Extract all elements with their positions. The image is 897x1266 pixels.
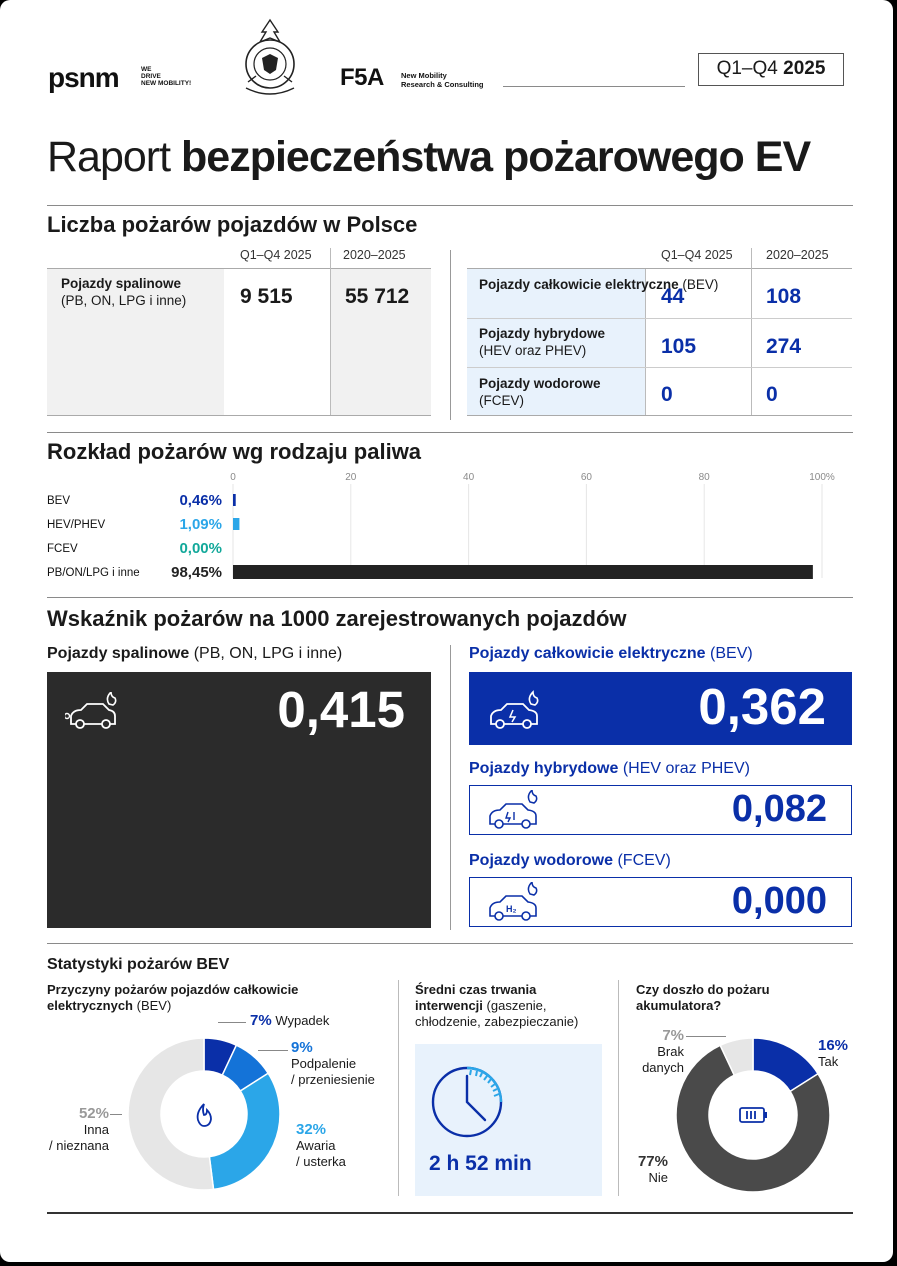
stats-vline-2 [618,980,619,1196]
bar [233,565,813,579]
category-label: HEV/PHEV [47,519,106,531]
data-label: 1,09% [179,516,222,533]
bev-indicator-label: Pojazdy całkowicie elektryczne (BEV) [469,645,753,662]
leader-line-wypadek [218,1022,246,1023]
col-header-total-right: 2020–2025 [766,248,829,262]
cause-label-awaria: 32% Awaria / usterka [296,1121,346,1169]
bar [233,494,236,506]
data-label: 0,00% [179,540,222,557]
col-header-total: 2020–2025 [343,248,406,262]
cause-label-podpalenie: 9% Podpalenie / przeniesienie [291,1039,375,1087]
fcev-indicator-value: 0,000 [731,880,827,922]
hydrogen-car-fire-icon [486,882,546,927]
ice-label: Pojazdy spalinowe (PB, ON, LPG i inne) [61,276,187,308]
period-box: Q1–Q4 2025 [698,53,844,86]
duration-title: Średni czas trwania interwencji (gaszenie, chłodzenie, zabezpieczanie) [415,982,579,1029]
cause-label-wypadek: 7% Wypadek [250,1012,330,1029]
fcev-indicator-box [469,877,852,927]
leader-line-inna [110,1114,122,1115]
data-label: 0,46% [179,492,222,509]
hybrid-indicator-box [469,785,852,835]
bev-indicator-box [469,672,852,745]
section-vline [450,250,451,420]
tick-label: 20 [345,472,357,483]
flame-icon [192,1102,216,1133]
distribution-chart [0,466,893,586]
row-line-1 [467,318,852,319]
psnm-tagline: WE DRIVE NEW MOBILITY! [141,66,192,87]
f5a-logo: F5A [340,64,384,91]
divider [47,597,853,598]
table-bottom-line-right [467,415,852,416]
bev-count-total: 108 [766,285,802,308]
f5a-tagline: New Mobility Research & Consulting [401,71,484,89]
duration-value: 2 h 52 min [429,1152,532,1175]
bev-count-q: 44 [661,285,685,308]
category-label: BEV [47,495,71,507]
hybrid-count-q: 105 [661,335,697,358]
table-bottom-line [47,415,431,416]
header-line [503,86,685,87]
divider [47,432,853,433]
ice-count-total: 55 712 [345,285,410,308]
car-fire-icon [65,692,121,737]
causes-title: Przyczyny pożarów pojazdów całkowicie elektrycznych (BEV) [47,982,299,1013]
ice-indicator-box [47,672,431,928]
bev-stats-heading: Statystyki pożarów BEV [47,956,230,973]
fcev-count-total: 0 [766,383,778,406]
duration-box [415,1044,602,1196]
tick-label: 60 [580,472,592,483]
table-vline-right-2 [751,248,752,415]
fcev-label: Pojazdy wodorowe (FCEV) [479,376,601,408]
fire-brigade-emblem [234,18,306,105]
category-label: PB/ON/LPG i inne [47,567,140,579]
ice-indicator-label: Pojazdy spalinowe (PB, ON, LPG i inne) [47,645,343,662]
footer-line [47,1212,853,1214]
battery-title: Czy doszło do pożaru akumulatora? [636,982,770,1013]
divider [47,943,853,944]
bar [233,518,239,530]
hybrid-label: Pojazdy hybrydowe (HEV oraz PHEV) [479,326,606,358]
battery-label-nie: 77% Nie [637,1153,668,1185]
counts-heading: Liczba pożarów pojazdów w Polsce [47,212,418,237]
leader-line-brak [686,1036,726,1037]
psnm-logo: psnm [48,62,119,93]
tick-label: 80 [698,472,710,483]
hybrid-indicator-label: Pojazdy hybrydowe (HEV oraz PHEV) [469,760,750,777]
page-title: Raport bezpieczeństwa pożarowego EV [47,133,811,181]
stats-vline-1 [398,980,399,1196]
cause-label-inna: 52% Inna / nieznana [49,1105,109,1153]
hybrid-indicator-value: 0,082 [731,788,827,830]
table-vline [330,248,331,415]
hybrid-count-total: 274 [766,335,802,358]
battery-label-tak: 16% Tak [818,1037,849,1069]
ice-indicator-value: 0,415 [277,681,405,738]
col-header-q-right: Q1–Q4 2025 [661,248,733,262]
hybrid-car-fire-icon [486,790,546,835]
svg-text:H₂: H₂ [506,904,517,914]
battery-label-brak: 7% Brak danych [642,1027,684,1075]
battery-icon [739,1106,769,1129]
distribution-heading: Rozkład pożarów wg rodzaju paliwa [47,439,422,464]
indicator-heading: Wskaźnik pożarów na 1000 zarejestrowanych pojazdów [47,606,627,631]
row-line-2 [467,367,852,368]
fcev-count-q: 0 [661,383,673,406]
fcev-indicator-label: Pojazdy wodorowe (FCEV) [469,852,671,869]
clock-icon [427,1062,507,1147]
bev-indicator-value: 0,362 [698,678,826,735]
divider [47,205,853,206]
data-label: 98,45% [171,564,222,581]
electric-car-fire-icon [487,690,547,735]
leader-line-podpalenie [258,1050,288,1051]
ice-count-q: 9 515 [240,285,293,308]
col-header-q: Q1–Q4 2025 [240,248,312,262]
tick-label: 100% [809,472,835,483]
tick-label: 0 [230,472,236,483]
category-label: FCEV [47,543,78,555]
section-vline [450,645,451,930]
donut-slice [209,1073,280,1189]
bev-label: Pojazdy całkowicie elektryczne (BEV) [479,277,719,292]
tick-label: 40 [463,472,475,483]
